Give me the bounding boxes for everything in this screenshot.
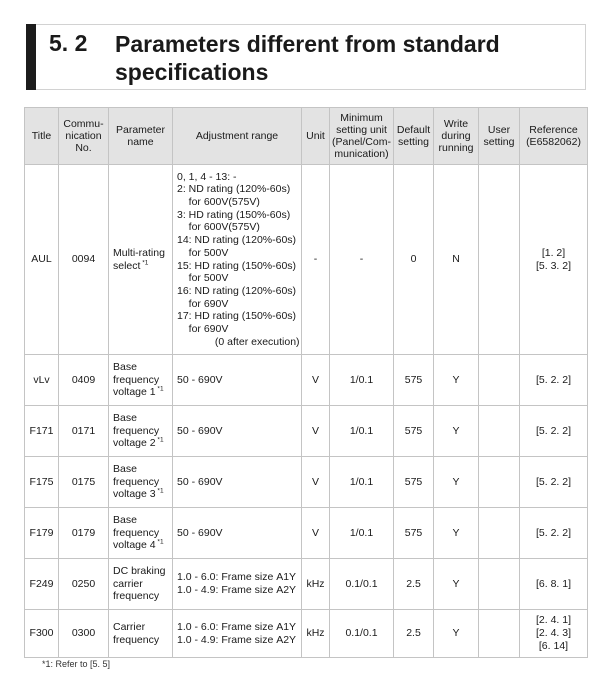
reference-link: [5. 2. 2] xyxy=(535,424,572,437)
cell-title: F249 xyxy=(25,559,59,610)
cell-minimum-setting-unit: 1/0.1 xyxy=(330,457,394,508)
reference-link: [5. 2. 2] xyxy=(535,526,572,539)
header-parameter-name: Parameter name xyxy=(109,108,173,165)
cell-parameter-name xyxy=(109,457,173,508)
range-line: 1.0 - 4.9: Frame size A2Y xyxy=(177,584,297,596)
footnote-marker: *1 xyxy=(155,538,164,546)
cell-unit: - xyxy=(302,165,330,355)
header-unit: Unit xyxy=(302,108,330,165)
cell-communication-no: 0250 xyxy=(59,559,109,610)
cell-default-setting: 2.5 xyxy=(394,559,434,610)
cell-adjustment-range xyxy=(173,610,302,658)
header-adjustment-range: Adjustment range xyxy=(173,108,302,165)
cell-title: F175 xyxy=(25,457,59,508)
parameter-name-text: Multi-rating select xyxy=(113,246,165,272)
section-header-bar xyxy=(26,24,36,90)
cell-default-setting: 575 xyxy=(394,457,434,508)
header-minimum-setting-unit: Minimum setting unit (Panel/Com-munication) xyxy=(330,108,394,165)
range-line: 1.0 - 6.0: Frame size A1Y xyxy=(177,571,297,584)
parameter-name-text: Base frequency voltage 3 xyxy=(113,462,160,501)
cell-reference xyxy=(520,355,588,406)
cell-write-during-running: Y xyxy=(434,457,479,508)
range-line: 1.0 - 6.0: Frame size A1Y xyxy=(177,620,297,633)
cell-reference xyxy=(520,457,588,508)
range-line: 16: ND rating (120%-60s) xyxy=(177,284,297,297)
cell-write-during-running: Y xyxy=(434,406,479,457)
range-line: 50 - 690V xyxy=(177,475,223,488)
cell-default-setting: 0 xyxy=(394,165,434,355)
range-line: for 600V(575V) xyxy=(177,221,260,234)
range-line: 17: HD rating (150%-60s) xyxy=(177,310,297,323)
cell-communication-no: 0179 xyxy=(59,508,109,559)
parameter-name-text: Carrier frequency xyxy=(113,620,160,646)
cell-write-during-running: Y xyxy=(434,355,479,406)
parameter-name-text: Base frequency voltage 4 xyxy=(113,513,160,552)
cell-default-setting: 2.5 xyxy=(394,610,434,658)
header-reference: Reference (E6582062) xyxy=(520,108,588,165)
table-body xyxy=(25,165,588,658)
cell-adjustment-range xyxy=(173,457,302,508)
range-line: for 500V xyxy=(177,272,229,285)
cell-user-setting xyxy=(479,457,520,508)
range-line: for 600V(575V) xyxy=(177,195,260,208)
parameter-name-text: DC braking carrier frequency xyxy=(113,564,166,603)
range-line: 1.0 - 4.9: Frame size A2Y xyxy=(177,633,297,646)
cell-adjustment-range xyxy=(173,508,302,559)
table-row xyxy=(25,165,588,355)
cell-unit: kHz xyxy=(302,610,330,658)
header-write-during-running: Write during running xyxy=(434,108,479,165)
cell-minimum-setting-unit: 0.1/0.1 xyxy=(330,610,394,658)
cell-unit: V xyxy=(302,508,330,559)
cell-minimum-setting-unit: 0.1/0.1 xyxy=(330,559,394,610)
cell-parameter-name xyxy=(109,165,173,355)
cell-reference xyxy=(520,508,588,559)
reference-link: [1. 2] xyxy=(541,246,566,259)
cell-communication-no: 0175 xyxy=(59,457,109,508)
parameters-table xyxy=(24,107,588,658)
range-line: for 690V xyxy=(177,297,229,310)
table-header-row xyxy=(25,108,588,165)
header-title: Title xyxy=(25,108,59,165)
section-number: 5. 2 xyxy=(49,30,88,56)
cell-unit: V xyxy=(302,457,330,508)
section-title: Parameters different from standard specifications xyxy=(115,31,500,85)
cell-parameter-name xyxy=(109,406,173,457)
cell-unit: V xyxy=(302,355,330,406)
range-line: (0 after execution) xyxy=(177,335,300,348)
header-communication-no: Commu-nication No. xyxy=(59,108,109,165)
table-row xyxy=(25,457,588,508)
cell-default-setting: 575 xyxy=(394,355,434,406)
cell-user-setting xyxy=(479,406,520,457)
cell-user-setting xyxy=(479,165,520,355)
cell-parameter-name xyxy=(109,559,173,610)
range-line: 15: HD rating (150%-60s) xyxy=(177,259,297,272)
cell-communication-no: 0171 xyxy=(59,406,109,457)
cell-minimum-setting-unit: 1/0.1 xyxy=(330,406,394,457)
cell-minimum-setting-unit: 1/0.1 xyxy=(330,508,394,559)
header-user-setting: User setting xyxy=(479,108,520,165)
cell-title: AUL xyxy=(25,165,59,355)
reference-link: [5. 3. 2] xyxy=(535,259,572,272)
cell-user-setting xyxy=(479,559,520,610)
cell-communication-no: 0409 xyxy=(59,355,109,406)
reference-link: [6. 8. 1] xyxy=(535,577,572,590)
cell-write-during-running: N xyxy=(434,165,479,355)
range-line: 14: ND rating (120%-60s) xyxy=(177,234,297,247)
cell-user-setting xyxy=(479,355,520,406)
cell-title: F300 xyxy=(25,610,59,658)
footnote-marker: *1 xyxy=(155,487,164,495)
reference-link: [6. 14] xyxy=(538,639,569,652)
footnote-marker: *1 xyxy=(155,436,164,444)
range-line: 2: ND rating (120%-60s) xyxy=(177,183,291,196)
cell-parameter-name xyxy=(109,355,173,406)
footnote-marker: *1 xyxy=(140,259,149,266)
table-row xyxy=(25,559,588,610)
cell-adjustment-range xyxy=(173,355,302,406)
cell-user-setting xyxy=(479,508,520,559)
reference-link: [2. 4. 3] xyxy=(535,627,572,640)
range-line: 50 - 690V xyxy=(177,526,223,539)
cell-unit: V xyxy=(302,406,330,457)
cell-write-during-running: Y xyxy=(434,508,479,559)
cell-default-setting: 575 xyxy=(394,508,434,559)
range-line: 50 - 690V xyxy=(177,424,223,437)
parameter-name-text: Base frequency voltage 1 xyxy=(113,360,160,399)
cell-reference xyxy=(520,165,588,355)
cell-minimum-setting-unit: - xyxy=(330,165,394,355)
cell-parameter-name xyxy=(109,508,173,559)
cell-communication-no: 0300 xyxy=(59,610,109,658)
reference-link: [2. 4. 1] xyxy=(535,614,572,627)
cell-parameter-name xyxy=(109,610,173,658)
cell-communication-no: 0094 xyxy=(59,165,109,355)
cell-reference xyxy=(520,406,588,457)
cell-adjustment-range xyxy=(173,165,302,355)
cell-title: F171 xyxy=(25,406,59,457)
table-row xyxy=(25,508,588,559)
reference-link: [5. 2. 2] xyxy=(535,475,572,488)
cell-write-during-running: Y xyxy=(434,559,479,610)
footnote-marker: *1 xyxy=(155,385,164,393)
table-row xyxy=(25,406,588,457)
parameter-name-text: Base frequency voltage 2 xyxy=(113,411,160,450)
cell-user-setting xyxy=(479,610,520,658)
cell-minimum-setting-unit: 1/0.1 xyxy=(330,355,394,406)
cell-title: F179 xyxy=(25,508,59,559)
footnote: *1: Refer to [5. 5] xyxy=(42,659,111,669)
cell-title: vLv xyxy=(25,355,59,406)
cell-write-during-running: Y xyxy=(434,610,479,658)
cell-default-setting: 575 xyxy=(394,406,434,457)
range-line: 50 - 690V xyxy=(177,373,223,386)
table-row xyxy=(25,610,588,658)
range-line: 3: HD rating (150%-60s) xyxy=(177,208,291,221)
table-row xyxy=(25,355,588,406)
cell-adjustment-range xyxy=(173,406,302,457)
reference-link: [5. 2. 2] xyxy=(535,373,572,386)
range-line: for 500V xyxy=(177,246,229,259)
cell-reference xyxy=(520,559,588,610)
header-default-setting: Default setting xyxy=(394,108,434,165)
cell-reference xyxy=(520,610,588,658)
cell-adjustment-range xyxy=(173,559,302,610)
cell-unit: kHz xyxy=(302,559,330,610)
range-line: 0, 1, 4 - 13: - xyxy=(177,170,237,183)
range-line: for 690V xyxy=(177,323,229,336)
